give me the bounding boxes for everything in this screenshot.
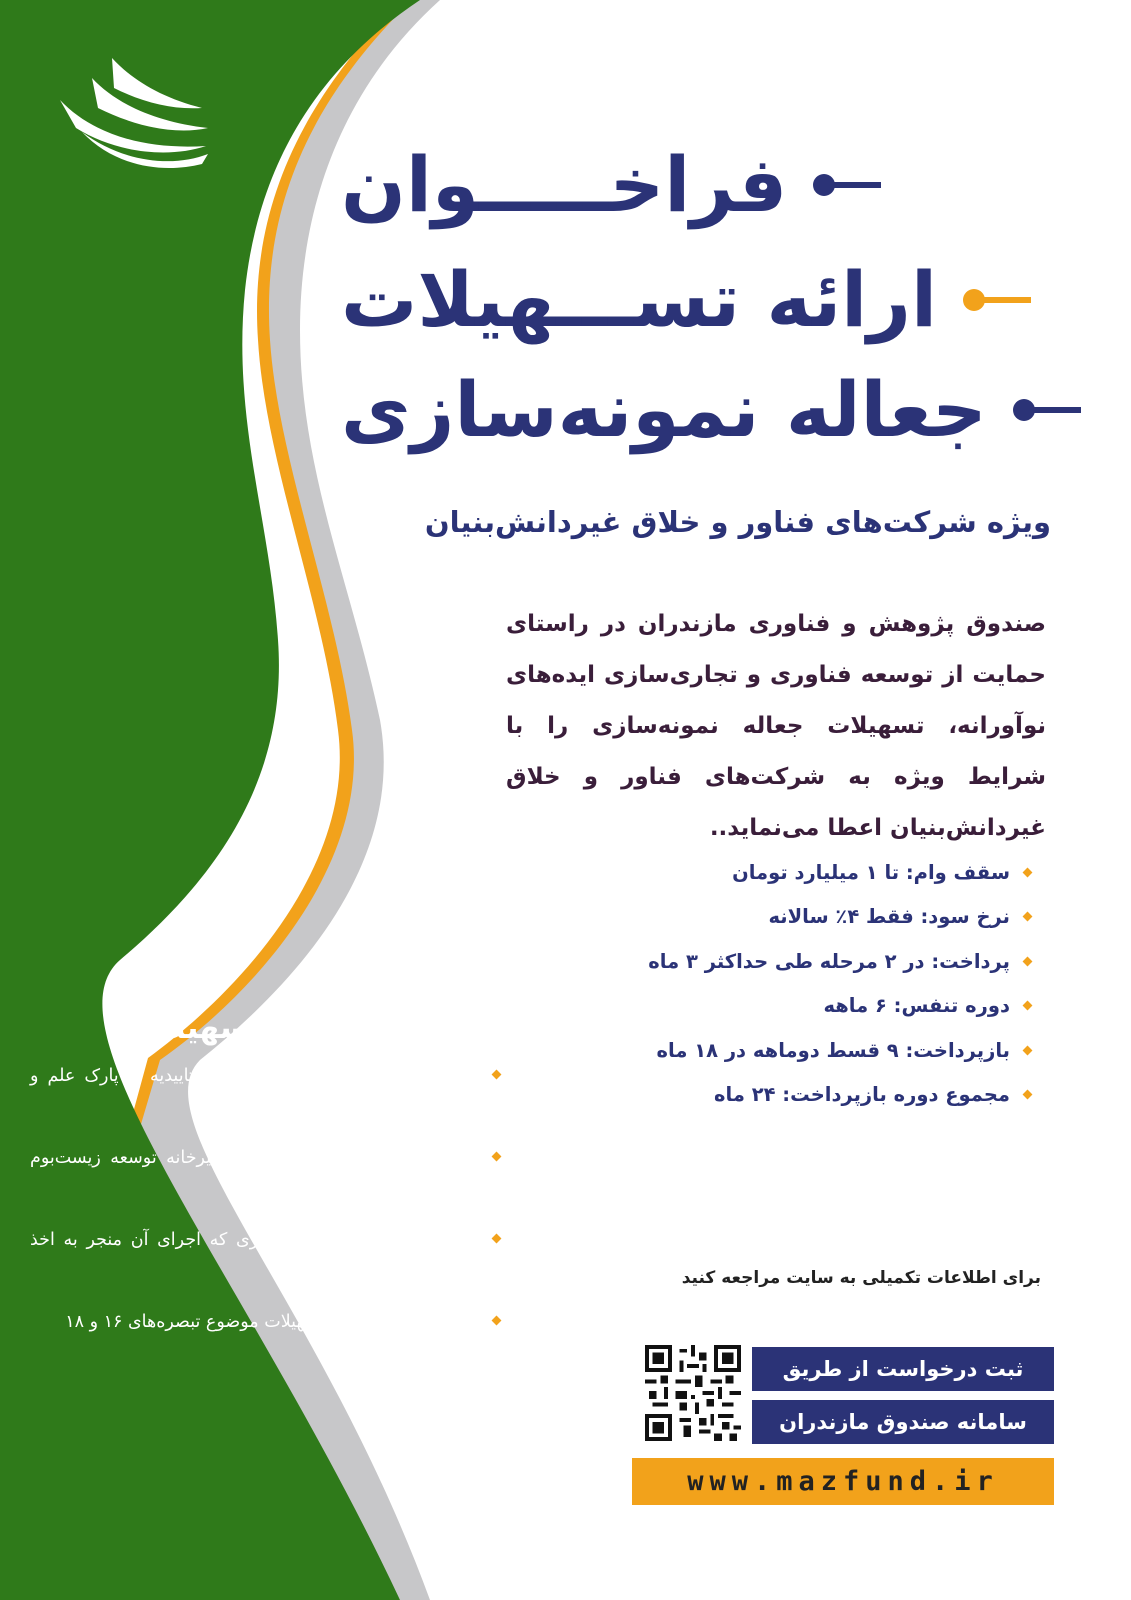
headline-text-1: فراخـــــوان <box>341 140 788 229</box>
navy-bullet-icon <box>813 170 883 200</box>
diamond-bullet-icon <box>1023 1045 1033 1055</box>
headline-line-3 <box>341 355 1061 465</box>
condition-item <box>30 1056 500 1138</box>
loan-term-text: دوره تنفس: ۶ ماهه <box>823 994 1010 1018</box>
loan-term-item <box>511 939 1031 984</box>
register-box-line-1: ثبت درخواست از طریق <box>752 1347 1054 1391</box>
loan-term-item <box>511 984 1031 1029</box>
diamond-bullet-icon <box>1023 867 1033 877</box>
loan-terms-list <box>511 850 1031 1117</box>
orange-bullet-icon <box>963 285 1033 315</box>
register-box-line-2: سامانه صندوق مازندران <box>752 1400 1054 1444</box>
loan-term-item <box>511 850 1031 895</box>
condition-text: داشتن طرح مشخص نمونه‌سازی که اجرای آن منجر به اخذ مجوز دانش‌بنیان شود. <box>30 1230 500 1291</box>
condition-item <box>30 1138 500 1220</box>
loan-term-text: مجموع دوره بازپرداخت: ۲۴ ماه <box>713 1083 1010 1107</box>
conditions-section <box>30 1010 500 1343</box>
diamond-bullet-icon <box>492 1316 502 1326</box>
loan-term-text: بازپرداخت: ۹ قسط دوماهه در ۱۸ ماه <box>656 1038 1010 1062</box>
diamond-bullet-icon <box>492 1234 502 1244</box>
diamond-bullet-icon <box>492 1070 502 1080</box>
loan-term-item <box>511 895 1031 940</box>
headline-line-2 <box>341 245 1061 355</box>
diamond-bullet-icon <box>492 1152 502 1162</box>
website-link[interactable]: www.mazfund.ir <box>632 1458 1054 1505</box>
subtitle: ویژه شرکت‌های فناور و خلاق غیردانش‌بنیان <box>424 505 1051 539</box>
condition-item <box>30 1220 500 1302</box>
intro-paragraph: صندوق پژوهش و فناوری مازندران در راستای حمایت از توسعه فناوری و تجاری‌سازی ایده‌های نوآورانه، تسهیلات جعاله نمونه‌سازی را با شرایط ویژه به شرکت‌های فناور و خلاق غیردانش‌بنیان اعطا می‌نماید.. <box>506 611 1046 841</box>
condition-text: شرکت‌های فناور غیردانش‌بنیان دارای تاییدیه از پارک علم و فناوری مازندران <box>30 1066 500 1127</box>
loan-term-text: پرداخت: در ۲ مرحله طی حداکثر ۳ ماه <box>648 949 1010 973</box>
conditions-title: شرایط دریافت تسهیلات <box>132 1010 500 1046</box>
diamond-bullet-icon <box>1023 912 1033 922</box>
loan-term-text: سقف وام: تا ۱ میلیارد تومان <box>732 860 1010 884</box>
conditions-list <box>30 1056 500 1343</box>
loan-term-text: نرخ سود: فقط ۴٪ سالانه <box>768 905 1010 929</box>
diamond-bullet-icon <box>1023 1090 1033 1100</box>
condition-item <box>30 1302 500 1343</box>
loan-term-item <box>511 1073 1031 1118</box>
headline-text-3: جعاله نمونه‌سازی <box>341 365 987 454</box>
diamond-bullet-icon <box>1023 956 1033 966</box>
loan-term-item <box>511 1028 1031 1073</box>
navy-bullet-icon <box>1013 395 1083 425</box>
headline-line-1 <box>341 130 1061 240</box>
headline-text-2: ارائه تســـهیلات <box>341 255 938 344</box>
condition-text: شرکت‌های خلاق دارای تاییدیه از دبیرخانه توسعه زیست‌بوم شرکت‌های خلاق استان مازندران <box>30 1148 500 1209</box>
condition-text: عدم استفاده قبلی از تسهیلات موضوع تبصره‌های ۱۶ و ۱۸ <box>65 1312 481 1332</box>
qr-code-icon[interactable] <box>645 1345 741 1441</box>
more-info-text: برای اطلاعات تکمیلی به سایت مراجعه کنید <box>681 1268 1041 1288</box>
diamond-bullet-icon <box>1023 1001 1033 1011</box>
bird-logo-icon <box>52 50 212 170</box>
